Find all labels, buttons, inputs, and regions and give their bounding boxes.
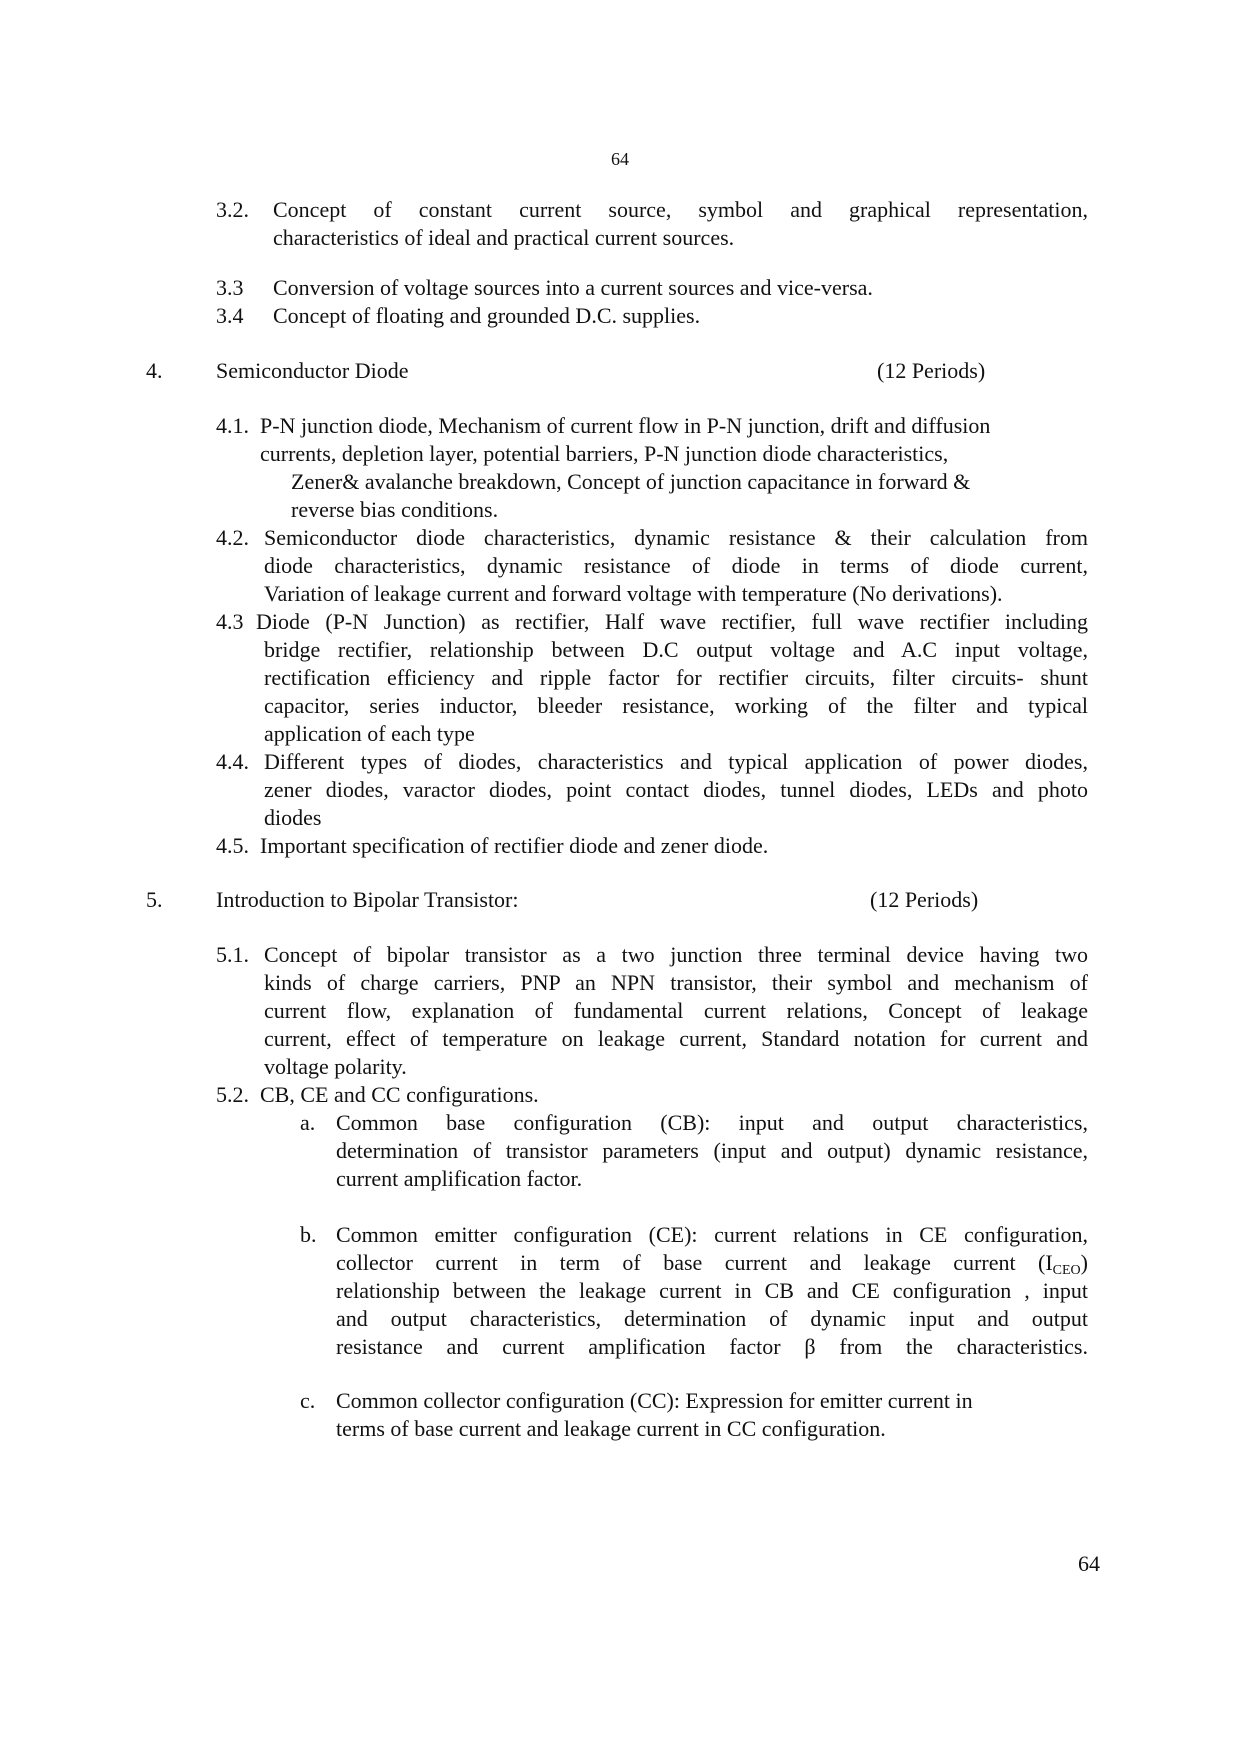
item-line: ) [1080, 1250, 1088, 1275]
item-line: Common base configuration (CB): input and output characteristics, [336, 1110, 1088, 1135]
list-item-4-4 [216, 748, 1088, 832]
item-number: 4.4. [216, 749, 249, 774]
item-line: Important specification of rectifier diode and zener diode. [260, 833, 769, 858]
list-item-5-1 [216, 941, 1088, 1081]
item-line: Concept of floating and grounded D.C. supplies. [273, 303, 701, 328]
sub-item-label: a. [300, 1110, 316, 1135]
item-number: 3.3 [216, 275, 244, 300]
item-line: current, effect of temperature on leakage current, Standard notation for current and [264, 1026, 1088, 1051]
item-line: Zener& avalanche breakdown, Concept of junction capacitance in forward & [291, 469, 971, 494]
item-line: diode characteristics, dynamic resistance of diode in terms of diode current, [264, 553, 1088, 578]
item-line: Diode (P-N Junction) as rectifier, Half wave rectifier, full wave rectifier including [256, 609, 1088, 634]
item-number: 3.2. [216, 197, 249, 222]
item-line: rectification efficiency and ripple factor for rectifier circuits, filter circuits- shunt [264, 665, 1088, 690]
list-item-3-4 [216, 302, 1088, 330]
section-periods: (12 Periods) [877, 358, 986, 383]
subscript-ceo: CEO [1052, 1263, 1081, 1277]
item-line: terms of base current and leakage current in CC configuration. [336, 1416, 886, 1441]
section-5-heading [146, 886, 1046, 914]
item-number: 3.4 [216, 303, 244, 328]
item-line: resistance and current amplification factor β from the characteristics. [336, 1334, 1088, 1359]
item-line: bridge rectifier, relationship between D.C output voltage and A.C input voltage, [264, 637, 1088, 662]
item-line: Variation of leakage current and forward voltage with temperature (No derivations). [264, 581, 1003, 606]
list-item-3-2 [216, 196, 1088, 252]
section-title: Introduction to Bipolar Transistor: [216, 887, 519, 912]
page-number-bottom: 64 [1078, 1551, 1100, 1576]
list-item-4-1 [216, 412, 1088, 524]
sub-item-a [300, 1109, 1088, 1193]
item-line: Different types of diodes, characteristics and typical application of power diodes, [264, 749, 1088, 774]
item-line: current amplification factor. [336, 1166, 583, 1191]
page-number-top: 64 [611, 149, 629, 169]
item-line: current flow, explanation of fundamental current relations, Concept of leakage [264, 998, 1088, 1023]
item-line: Concept of bipolar transistor as a two junction three terminal device having two [264, 942, 1088, 967]
list-item-4-2 [216, 524, 1088, 608]
sub-item-b [300, 1221, 1088, 1361]
item-line: kinds of charge carriers, PNP an NPN transistor, their symbol and mechanism of [264, 970, 1088, 995]
list-item-4-5 [216, 832, 1088, 860]
sub-item-label: b. [300, 1222, 317, 1247]
item-line: Semiconductor diode characteristics, dynamic resistance & their calculation from [264, 525, 1088, 550]
item-line-with-subscript [336, 1249, 1088, 1277]
section-periods: (12 Periods) [870, 887, 979, 912]
item-number: 4.5. [216, 833, 249, 858]
item-line: Conversion of voltage sources into a current sources and vice-versa. [273, 275, 873, 300]
item-line: collector current in term of base current and leakage current (I [336, 1250, 1053, 1275]
item-number: 4.1. [216, 413, 249, 438]
item-line: Common emitter configuration (CE): current relations in CE configuration, [336, 1222, 1088, 1247]
item-line: voltage polarity. [264, 1054, 407, 1079]
item-line: diodes [264, 805, 322, 830]
item-line: zener diodes, varactor diodes, point contact diodes, tunnel diodes, LEDs and photo [264, 777, 1088, 802]
sub-item-c [300, 1387, 1088, 1443]
item-line: Common collector configuration (CC): Expression for emitter current in [336, 1388, 973, 1413]
item-line: characteristics of ideal and practical current sources. [273, 225, 735, 250]
section-title: Semiconductor Diode [216, 358, 409, 383]
item-line: capacitor, series inductor, bleeder resistance, working of the filter and typical [264, 693, 1088, 718]
item-line: and output characteristics, determination of dynamic input and output [336, 1306, 1088, 1331]
item-line: relationship between the leakage current in CB and CE configuration , input [336, 1278, 1088, 1303]
list-item-3-3 [216, 274, 1088, 302]
item-number: 5.2. [216, 1082, 249, 1107]
list-item-5-2 [216, 1081, 1088, 1109]
item-line: Concept of constant current source, symbol and graphical representation, [273, 197, 1088, 222]
sub-item-label: c. [300, 1388, 316, 1413]
item-line: application of each type [264, 721, 475, 746]
item-number: 5.1. [216, 942, 249, 967]
section-4-heading [146, 357, 1046, 385]
item-number: 4.2. [216, 525, 249, 550]
item-line: CB, CE and CC configurations. [260, 1082, 539, 1107]
list-item-4-3 [216, 608, 1088, 748]
section-number: 4. [146, 358, 163, 383]
item-line: determination of transistor parameters (input and output) dynamic resistance, [336, 1138, 1088, 1163]
item-number: 4.3 [216, 609, 244, 634]
item-line: currents, depletion layer, potential barriers, P-N junction diode characteristics, [260, 441, 949, 466]
item-line: P-N junction diode, Mechanism of current flow in P-N junction, drift and diffusion [260, 413, 991, 438]
section-number: 5. [146, 887, 163, 912]
item-line: reverse bias conditions. [291, 497, 499, 522]
